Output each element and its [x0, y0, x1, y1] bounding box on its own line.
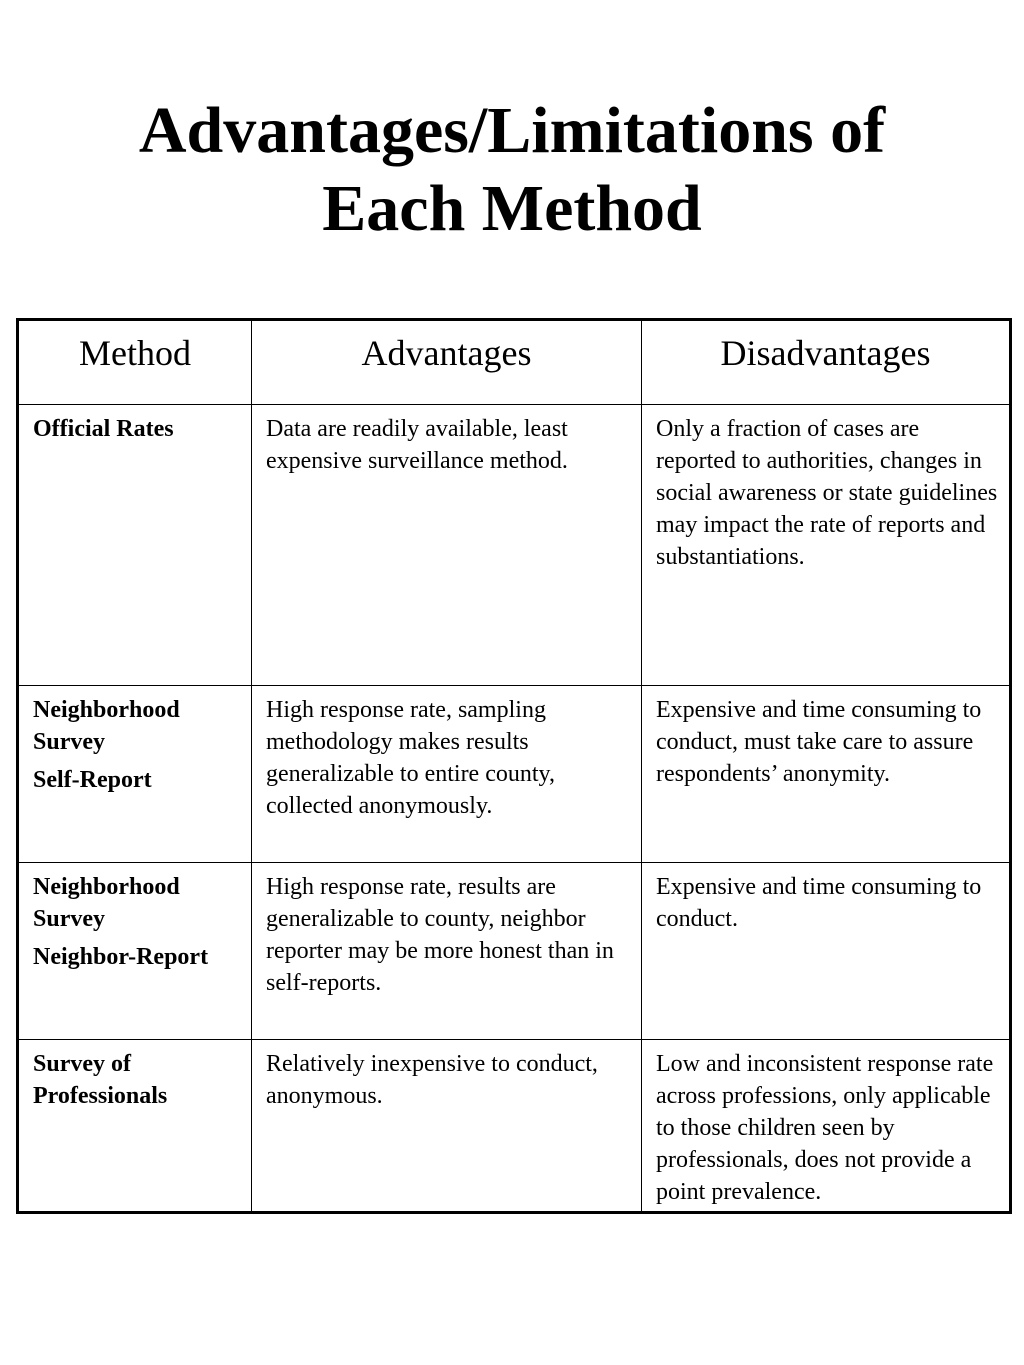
method-label: Survey: [33, 729, 105, 755]
header-disadvantages: Disadvantages: [642, 320, 1011, 405]
method-label: Survey of: [33, 1051, 131, 1077]
method-sublabel: Neighbor-Report: [33, 944, 209, 970]
advantages-text: Relatively inexpensive to conduct, anonymous.: [266, 1051, 598, 1109]
method-label: Neighborhood: [33, 697, 180, 723]
disadvantages-text: Only a fraction of cases are reported to authorities, changes in social awareness or state guidelines may impact the rate of reports and substantiations.: [656, 416, 998, 570]
header-advantages: Advantages: [252, 320, 642, 405]
method-sublabel: Self-Report: [33, 767, 152, 793]
method-label: Official Rates: [33, 416, 174, 442]
method-label: Neighborhood: [33, 874, 180, 900]
page-title: [0, 92, 1024, 248]
method-cell: [18, 686, 252, 863]
method-cell: [18, 405, 252, 686]
disadvantages-text: Expensive and time consuming to conduct.: [656, 874, 982, 932]
title-line-2: Each Method: [322, 172, 702, 245]
advantages-cell: [252, 405, 642, 686]
table-header-row: [18, 320, 1011, 405]
advantages-text: Data are readily available, least expensive surveillance method.: [266, 416, 568, 474]
advantages-cell: [252, 686, 642, 863]
disadvantages-cell: [642, 1040, 1011, 1213]
method-label: Survey: [33, 906, 105, 932]
header-method: Method: [18, 320, 252, 405]
advantages-text: High response rate, results are generalizable to county, neighbor reporter may be more honest than in self-reports.: [266, 874, 614, 996]
disadvantages-cell: [642, 405, 1011, 686]
disadvantages-cell: [642, 863, 1011, 1040]
disadvantages-cell: [642, 686, 1011, 863]
method-cell: [18, 1040, 252, 1213]
table-row: [18, 1040, 1011, 1213]
table-row: [18, 686, 1011, 863]
advantages-cell: [252, 1040, 642, 1213]
title-line-1: Advantages/Limitations of: [138, 94, 886, 167]
disadvantages-text: Low and inconsistent response rate across professions, only applicable to those children seen by professionals, does not provide a point prevalence.: [656, 1051, 994, 1205]
advantages-text: High response rate, sampling methodology makes results generalizable to entire county, collected anonymously.: [266, 697, 555, 819]
method-cell: [18, 863, 252, 1040]
method-label: Professionals: [33, 1083, 168, 1109]
advantages-cell: [252, 863, 642, 1040]
methods-comparison-table: [16, 318, 1012, 1214]
table-row: [18, 863, 1011, 1040]
table-row: [18, 405, 1011, 686]
disadvantages-text: Expensive and time consuming to conduct, must take care to assure respondents’ anonymity.: [656, 697, 982, 787]
